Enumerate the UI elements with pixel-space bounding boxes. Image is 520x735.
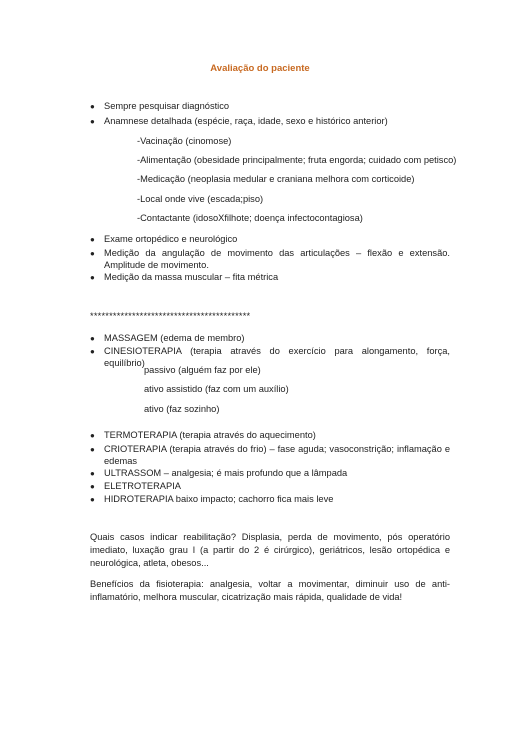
paragraph: Benefícios da fisioterapia: analgesia, voltar a movimentar, diminuir uso de anti-inflamatório, melhora muscular, cicatrização mais rápida, qualidade de vida! [90,579,450,603]
bullet-icon: ● [90,117,95,126]
bullet-icon: ● [90,235,95,244]
list-item-text: ELETROTERAPIA [104,481,181,491]
sub-item: -Alimentação (obesidade principalmente; fruta engorda; cuidado com petisco) [137,155,457,165]
sub-item: -Medicação (neoplasia medular e craniana melhora com corticoide) [137,174,415,184]
list-item-text: Medição da angulação de movimento das articulações – flexão e extensão. Amplitude de movimento. [104,248,450,270]
bullet-icon: ● [90,469,95,478]
bullet-icon: ● [90,273,95,282]
list-item-text: Exame ortopédico e neurológico [104,234,238,244]
bullet-icon: ● [90,249,95,258]
bullet-icon: ● [90,334,95,343]
bullet-icon: ● [90,347,95,356]
list-item-text: CINESIOTERAPIA (terapia através do exercício para alongamento, força, equilíbrio) [104,346,450,368]
list-item-text: Medição da massa muscular – fita métrica [104,272,279,282]
page-title: Avaliação do paciente [210,63,310,74]
sub-item: ativo (faz sozinho) [144,404,220,414]
sub-item: -Vacinação (cinomose) [137,136,232,146]
bullet-icon: ● [90,431,95,440]
list-item-text: ULTRASSOM – analgesia; é mais profundo que a lâmpada [104,468,348,478]
list-item-text: CRIOTERAPIA (terapia através do frio) – fase aguda; vasoconstrição; inflamação e edemas [104,444,450,466]
bullet-icon: ● [90,495,95,504]
sub-item: -Local onde vive (escada;piso) [137,194,264,204]
list-item-text: MASSAGEM (edema de membro) [104,333,245,343]
list-item-text: Sempre pesquisar diagnóstico [104,101,230,111]
bullet-icon: ● [90,482,95,491]
sub-item: -Contactante (idosoXfilhote; doença infectocontagiosa) [137,213,363,223]
list-item-text: Anamnese detalhada (espécie, raça, idade, sexo e histórico anterior) [104,116,388,126]
list-item-text: TERMOTERAPIA (terapia através do aquecimento) [104,430,316,440]
sub-item: passivo (alguém faz por ele) [144,365,261,375]
list-item-text: HIDROTERAPIA baixo impacto; cachorro fica mais leve [104,494,334,504]
bullet-icon: ● [90,445,95,454]
sub-item: ativo assistido (faz com um auxílio) [144,384,289,394]
separator: ****************************************** [90,311,251,321]
paragraph: Quais casos indicar reabilitação? Displasia, perda de movimento, pós operatório imediato, luxação grau I (a partir do 2 é cirúrgico), geriátricos, lesão ortopédica e neurológica, atleta, obesos... [90,532,450,569]
bullet-icon: ● [90,102,95,111]
